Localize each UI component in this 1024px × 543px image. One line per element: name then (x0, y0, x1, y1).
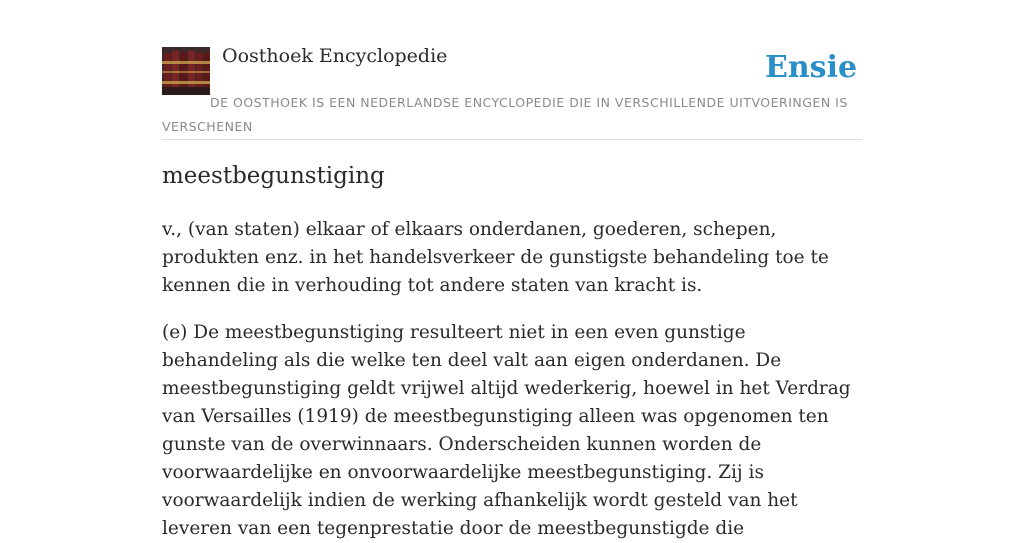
header-divider (162, 139, 862, 140)
article-title: meestbegunstiging (162, 163, 385, 189)
encyclopedia-books-icon[interactable] (162, 47, 210, 95)
article-paragraph: v., (van staten) elkaar of elkaars onderdanen, goederen, schepen, produkten enz. in het handelsverkeer de gunstigste behandeling toe te kennen die in verhouding tot andere staten van kracht is. (162, 219, 829, 296)
site-tagline: DE OOSTHOEK IS EEN NEDERLANDSE ENCYCLOPEDIE DIE IN VERSCHILLENDE UITVOERINGEN IS VERSCHENEN (162, 95, 848, 134)
site-name[interactable]: Oosthoek Encyclopedie (222, 45, 448, 67)
brand-logo[interactable]: Ensie (765, 50, 858, 85)
article-paragraph: (e) De meestbegunstiging resulteert niet in een even gunstige behandeling als die welke ten deel valt aan eigen onderdanen. De meestbegunstiging geldt vrijwel altijd wederkerig, hoewel in het Verdrag van Versailles (1919) de meestbegunstiging alleen was opgenomen ten gunste van de overwinnaars. Onderscheiden kunnen worden de voorwaardelijke en onvoorwaardelijke meestbegunstiging. Zij is voorwaardelijk indien de werking afhankelijk wordt gesteld van het leveren van een tegenprestatie door de meestbegunstigde die (162, 322, 851, 539)
